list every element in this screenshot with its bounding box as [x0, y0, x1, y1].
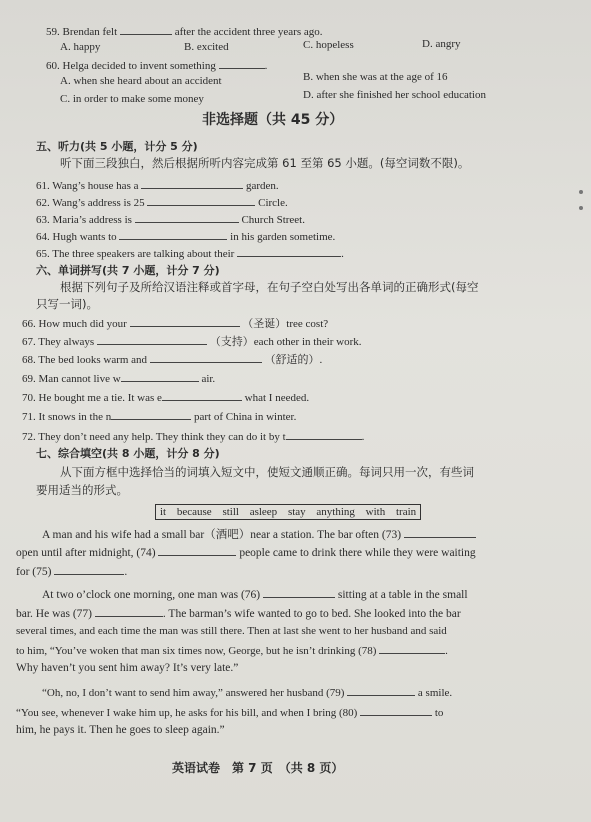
passage-line-10: “You see, whenever I wake him up, he asks for his bill, and when I bring (80) to: [16, 704, 443, 720]
q66-blank: [130, 315, 240, 327]
part6-instruction-line1: 根据下列句子及所给汉语注释或首字母，在句子空白处写出各单词的正确形式(每空: [60, 280, 479, 294]
q79-blank: [347, 684, 415, 696]
part6-heading: 六、单词拼写(共 7 小题，计分 7 分): [36, 264, 220, 277]
q71: 71. It snows in the n part of China in winter.: [22, 408, 296, 424]
q61-blank: [141, 177, 243, 189]
q75-blank: [54, 563, 124, 575]
q72-blank: [286, 428, 362, 440]
passage-line-5: bar. He was (77) . The barman’s wife wanted to go to bed. She looked into the bar: [16, 605, 461, 621]
page-footer: 英语试卷 第 7 页 （共 8 页）: [172, 761, 344, 775]
q62: 62. Wang’s address is 25 Circle.: [36, 194, 288, 210]
passage-line-9: “Oh, no, I don’t want to send him away,” answered her husband (79) a smile.: [42, 684, 452, 700]
q65: 65. The three speakers are talking about their .: [36, 245, 344, 261]
q60-option-d: D. after she finished her school education: [303, 89, 486, 101]
passage-line-3: for (75) .: [16, 563, 127, 579]
q60-blank: [219, 57, 265, 69]
q66: 66. How much did your （圣诞）tree cost?: [22, 315, 328, 331]
q77-blank: [95, 605, 163, 617]
q59-option-b: B. excited: [184, 41, 229, 53]
word-bank-item: with: [365, 506, 386, 518]
passage-line-4: At two o’clock one morning, one man was (76) sitting at a table in the small: [42, 586, 468, 602]
binding-hole: [579, 206, 583, 210]
part5-heading: 五、听力(共 5 小题，计分 5 分): [36, 140, 198, 153]
q59-option-c: C. hopeless: [303, 39, 354, 51]
q63-blank: [135, 211, 239, 223]
q70-blank: [162, 389, 242, 401]
word-bank-box: [155, 504, 421, 520]
q78-blank: [379, 642, 445, 654]
q70: 70. He bought me a tie. It was e what I needed.: [22, 389, 309, 405]
q64-blank: [119, 228, 227, 240]
word-bank-item: asleep: [249, 506, 278, 518]
part7-instruction-line1: 从下面方框中选择恰当的词填入短文中，使短文通顺正确。每词只用一次，有些词: [60, 465, 474, 479]
q59-option-a: A. happy: [60, 41, 101, 53]
q71-blank: [111, 408, 191, 420]
q59-blank: [120, 23, 172, 35]
q60-stem: 60. Helga decided to invent something .: [46, 57, 267, 73]
q76-blank: [263, 586, 335, 598]
q67-blank: [97, 333, 207, 345]
passage-line-7: to him, “You’ve woken that man six times now, George, but he isn’t drinking (78) .: [16, 642, 448, 658]
q59-stem: 59. Brendan felt after the accident three years ago.: [46, 23, 323, 39]
q67: 67. They always （支持）each other in their work.: [22, 333, 362, 349]
q68-blank: [150, 351, 262, 363]
passage-line-2: open until after midnight, (74) people came to drink there while they were waiting: [16, 544, 476, 560]
q68: 68. The bed looks warm and （舒适的）.: [22, 351, 322, 367]
q65-blank: [237, 245, 341, 257]
passage-line-11: him, he pays it. Then he goes to sleep again.”: [16, 724, 225, 736]
binding-hole: [579, 190, 583, 194]
word-bank-item: still: [222, 506, 239, 518]
q72: 72. They don’t need any help. They think they can do it by t .: [22, 428, 364, 444]
q69-blank: [121, 370, 199, 382]
word-bank-item: it: [160, 506, 167, 518]
q60-option-c: C. in order to make some money: [60, 93, 204, 105]
word-bank-item: train: [395, 506, 417, 518]
passage-line-1: A man and his wife had a small bar（酒吧）near a station. The bar often (73): [42, 526, 476, 542]
part7-instruction-line2: 要用适当的形式。: [36, 483, 128, 497]
word-bank-item: stay: [287, 506, 306, 518]
q80-blank: [360, 704, 432, 716]
q74-blank: [158, 544, 236, 556]
passage-line-6: several times, and each time the man was still there. Then at last she went to her husband and said: [16, 625, 447, 637]
passage-line-8: Why haven’t you sent him away? It’s very late.”: [16, 662, 239, 674]
q63: 63. Maria’s address is Church Street.: [36, 211, 305, 227]
word-bank-item: because: [176, 506, 212, 518]
q61: 61. Wang’s house has a garden.: [36, 177, 279, 193]
part6-instruction-line2: 只写一词)。: [36, 297, 98, 311]
q60-option-b: B. when she was at the age of 16: [303, 71, 448, 83]
q69: 69. Man cannot live w air.: [22, 370, 215, 386]
part7-heading: 七、综合填空(共 8 小题，计分 8 分): [36, 447, 220, 460]
q73-blank: [404, 526, 476, 538]
q62-blank: [147, 194, 255, 206]
q64: 64. Hugh wants to in his garden sometime.: [36, 228, 335, 244]
part5-instruction: 听下面三段独白，然后根据所听内容完成第 61 至第 65 小题。(每空词数不限)。: [60, 156, 470, 170]
section-title: 非选择题（共 45 分）: [202, 112, 344, 128]
word-bank-item: anything: [316, 506, 355, 518]
q59-option-d: D. angry: [422, 38, 461, 50]
q60-option-a: A. when she heard about an accident: [60, 75, 222, 87]
